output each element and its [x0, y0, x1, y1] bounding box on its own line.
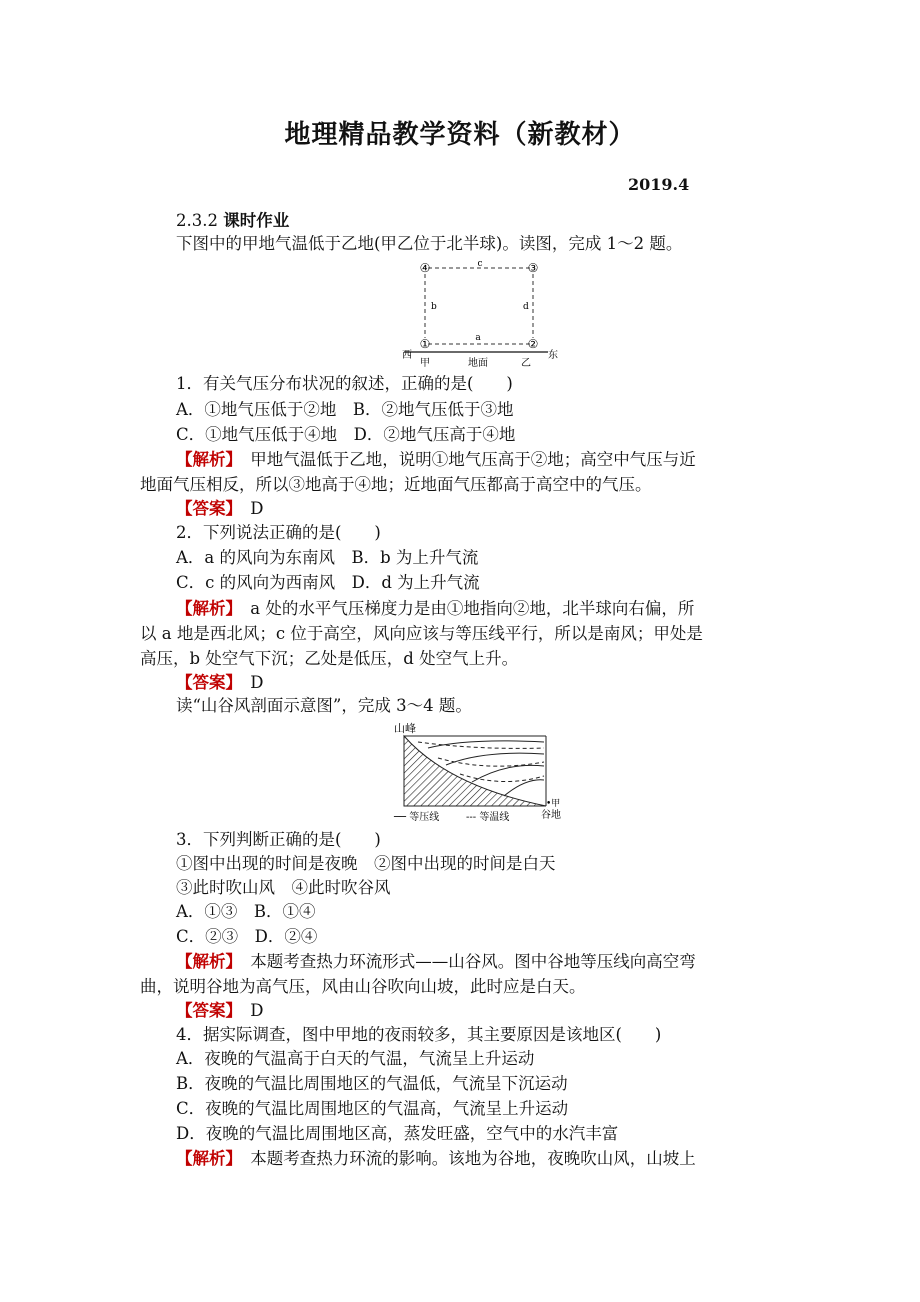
label-c: c [477, 259, 483, 269]
answer-tag: 【答案】 [176, 673, 234, 692]
q1-analysis-text: 甲地气温低于乙地，说明①地气压高于②地；高空中气压与近 [233, 450, 696, 469]
label-west: 西 [402, 350, 412, 361]
label-d: d [523, 302, 529, 312]
label-a: a [475, 333, 481, 343]
legend-isotherm: --- 等温线 [466, 812, 510, 823]
circulation-diagram [398, 258, 563, 370]
analysis-tag: 【解析】 [176, 450, 234, 469]
q4-option-b: B．夜晚的气温比周围地区的气温低，气流呈下沉运动 [176, 1074, 568, 1093]
analysis-tag: 【解析】 [176, 599, 234, 618]
section-number: 2.3.2 [176, 211, 218, 230]
section-label: 课时作业 [223, 211, 290, 230]
node-2: ② [527, 337, 539, 351]
q1-answer-value: D [233, 499, 264, 518]
q3-options-ab: A．①③ B．①④ [176, 902, 316, 921]
section-heading [176, 209, 289, 233]
intro-text-1: 下图中的甲地气温低于乙地(甲乙位于北半球)。读图，完成 1～2 题。 [176, 234, 683, 253]
q1-answer [176, 497, 263, 521]
q3-analysis-line-1 [176, 950, 696, 974]
q3-statements-1: ①图中出现的时间是夜晚 ②图中出现的时间是白天 [176, 854, 556, 873]
q2-options-ab: A．a 的风向为东南风 B．b 为上升气流 [176, 548, 479, 567]
node-1: ① [419, 337, 431, 351]
analysis-tag: 【解析】 [176, 1149, 234, 1168]
q1-stem: 1．有关气压分布状况的叙述，正确的是( ) [176, 374, 513, 393]
intro-text-2: 读“山谷风剖面示意图”，完成 3～4 题。 [176, 696, 472, 715]
label-jia: 甲 [420, 358, 430, 369]
q1-analysis-line-1 [176, 448, 696, 472]
q4-option-a: A．夜晚的气温高于白天的气温，气流呈上升运动 [176, 1049, 535, 1068]
q3-answer-value: D [233, 1001, 264, 1020]
q2-answer [176, 671, 263, 695]
node-4: ④ [419, 261, 431, 275]
q4-analysis-text: 本题考查热力环流的影响。该地为谷地，夜晚吹山风，山坡上 [233, 1149, 696, 1168]
mountain-valley-diagram [388, 718, 588, 828]
answer-tag: 【答案】 [176, 499, 234, 518]
q1-options-ab: A．①地气压低于②地 B．②地气压低于③地 [176, 400, 514, 419]
q3-statements-2: ③此时吹山风 ④此时吹谷风 [176, 878, 391, 897]
q3-analysis-line-2: 曲，说明谷地为高气压，风由山谷吹向山坡，此时应是白天。 [140, 977, 586, 996]
answer-tag: 【答案】 [176, 1001, 234, 1020]
q4-analysis-line-1 [176, 1147, 696, 1171]
document-date: 2019.4 [628, 175, 690, 194]
label-east: 东 [548, 350, 558, 361]
q4-option-c: C．夜晚的气温比周围地区的气温高，气流呈上升运动 [176, 1099, 569, 1118]
label-yi: 乙 [521, 358, 531, 369]
q2-analysis-line-2: 以 a 地是西北风；c 位于高空，风向应该与等压线平行，所以是南风；甲处是 [140, 624, 703, 643]
q2-answer-value: D [233, 673, 264, 692]
q2-options-cd: C．c 的风向为西南风 D．d 为上升气流 [176, 573, 480, 592]
analysis-tag: 【解析】 [176, 952, 234, 971]
label-ground: 地面 [468, 358, 488, 369]
q3-analysis-text: 本题考查热力环流形式——山谷风。图中谷地等压线向高空弯 [233, 952, 696, 971]
label-jia-point: •甲 [546, 799, 561, 809]
page-title: 地理精品教学资料（新教材） [284, 120, 636, 150]
label-peak: 山峰 [394, 722, 416, 735]
q2-analysis-text: a 处的水平气压梯度力是由①地指向②地，北半球向右偏，所 [233, 599, 695, 618]
legend-isobar: ── 等压线 [394, 812, 440, 823]
q2-stem: 2．下列说法正确的是( ) [176, 523, 381, 542]
q4-option-d: D．夜晚的气温比周围地区高，蒸发旺盛，空气中的水汽丰富 [176, 1124, 619, 1143]
q2-analysis-line-1 [176, 597, 694, 621]
q3-options-cd: C．②③ D．②④ [176, 927, 318, 946]
q2-analysis-line-3: 高压，b 处空气下沉；乙处是低压，d 处空气上升。 [140, 649, 519, 668]
node-3: ③ [527, 261, 539, 275]
q1-analysis-line-2: 地面气压相反，所以③地高于④地；近地面气压都高于高空中的气压。 [140, 475, 652, 494]
q4-stem: 4．据实际调查，图中甲地的夜雨较多，其主要原因是该地区( ) [176, 1025, 662, 1044]
q1-options-cd: C．①地气压低于④地 D．②地气压高于④地 [176, 425, 516, 444]
label-valley: 谷地 [541, 810, 561, 821]
label-b: b [431, 302, 437, 312]
q3-stem: 3．下列判断正确的是( ) [176, 830, 381, 849]
q3-answer [176, 999, 263, 1023]
